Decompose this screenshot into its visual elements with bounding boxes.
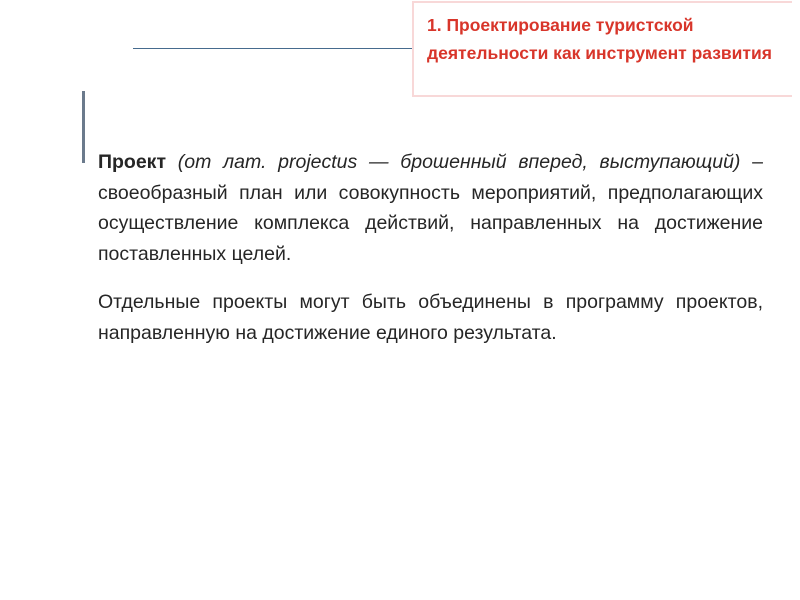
definition-etymology: (от лат. projectus — брошенный вперед, выступающий) [177, 151, 741, 173]
definition-term: Проект [98, 151, 166, 173]
program-paragraph: Отдельные проекты могут быть объединены в программу проектов, направленную на достижение единого результата. [98, 291, 763, 344]
definition-paragraph [98, 147, 763, 269]
decorative-horizontal-line [133, 48, 412, 49]
decorative-vertical-bar [82, 91, 85, 163]
slide-body [98, 147, 763, 366]
definition-text: – своеобразный план или совокупность мероприятий, предполагающих осуществление комплекса действий, направленных на достижение поставленных целей. [98, 151, 764, 265]
slide-title: 1. Проектирование туристской деятельности как инструмент развития [427, 15, 772, 63]
title-box [412, 1, 792, 97]
